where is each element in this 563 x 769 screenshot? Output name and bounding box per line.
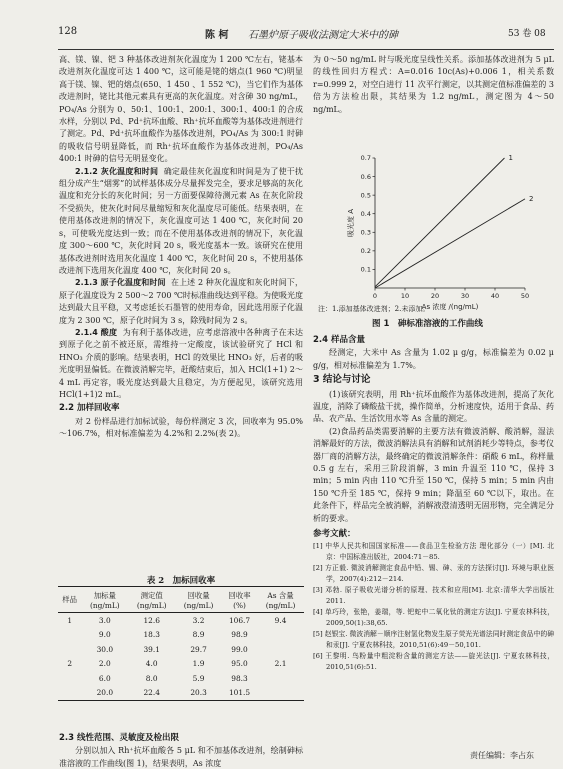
series-label-1: 1 [508,154,513,162]
reference-item: [1] 中华人民共和国国家标准——食品卫生检验方法 理化部分（一）[M]. 北京：中国标准出版社，2004:71－85. [313,541,554,561]
header-rule [58,49,554,50]
section-title: 2.1.3 原子化温度和时间 [75,278,166,288]
table-row [58,613,304,628]
table-cell: 2.1 [274,659,287,669]
table-cell [58,642,81,657]
y-tick-label: 0.7 [360,154,371,163]
running-authors: 陈 柯 [205,30,229,41]
section-2-2-title: 2.2 加样回收率 [59,403,120,414]
table-cell: 9.4 [274,615,287,625]
x-tick-label: 20 [430,292,440,300]
table-cell: 3.2 [192,615,205,625]
running-title: 石墨炉原子吸收法测定大米中的砷 [248,30,398,41]
x-tick-label: 30 [460,292,470,300]
section-text: 分别以加入 Rh⁺抗坏血酸各 5 μL 和不加基体改进剂，绘制砷标准溶液的工作曲线(图 1)，结果表明，As 浓度 [59,746,303,768]
table-row [58,642,304,657]
x-tick-label: 10 [400,292,410,300]
y-tick-label: 0.1 [360,265,371,274]
table-cell: 30.0 [96,644,114,654]
table-cell: 1.9 [192,659,205,669]
table-cell: 98.9 [231,630,248,640]
table-cell: 3.0 [98,615,111,625]
section-3-title: 3 结论与讨论 [313,374,371,386]
table-cell [257,642,304,657]
right-lower-column [313,333,554,673]
table-header: 样品 [58,587,81,613]
y-tick-label: 0.6 [360,172,371,181]
table-header: 回收量 (ng/mL) [175,587,222,613]
x-tick-label: 40 [490,292,500,300]
table-cell: 106.7 [228,615,251,625]
conclusion-1: (1)该研究表明，用 Rh⁺抗坏血酸作为基体改进剂，提高了灰化温度，消除了磷酸盐干扰，操作简单，分析速度快，适用于食品、药品、农产品、生活饮用水等 As 含量的测定。 [313,389,554,424]
references-title: 参考文献： [313,529,356,540]
x-tick-label: 50 [520,292,530,300]
x-axis-label: As 浓度 /(ng/mL) [421,303,479,311]
section-title: 2.1.4 酸度 [75,327,118,337]
section-2-2-text: 对 2 份样品进行加标试验，每份样测定 3 次，回收率为 95.0%～106.7%，相对标准偏差为 4.2%和 2.2%(表 2)。 [59,416,303,439]
reference-item: [4] 单巧玲，张艳，姜瑞，等. 钯蛇中二氧化钛的测定方法[J]. 宁夏农林科技，2009,50(1):38,65. [313,607,554,627]
reference-item: [2] 方正毅. 微波消解测定食品中铅、锡、砷、汞的方法探讨[J]. 环境与职业医学，2007(4):212－214. [313,563,554,583]
table-cell: 20.0 [96,688,114,698]
y-tick-label: 0.2 [360,247,371,256]
table-cell: 101.5 [228,688,251,698]
table-caption: 表 2 加标回收率 [146,576,216,586]
section-title: 2.1.2 灰化温度和时间 [75,166,159,176]
series-label-2: 2 [529,194,534,203]
section-2-1-2 [59,166,303,278]
x-tick-label: 0 [372,292,378,300]
section-2-1-4 [59,327,303,401]
section-2-4-text: 经测定，大米中 As 含量为 1.02 μ g/g，标准偏差为 0.02 μ g/g，相对标准偏差为 1.7%。 [313,348,554,370]
section-title: 2.3 线性范围、灵敏度及检出限 [59,733,180,743]
section-2-3 [59,731,303,769]
recovery-table [58,586,304,701]
table-row [58,657,304,672]
table-cell: 12.6 [143,615,160,625]
table-cell: 29.7 [190,644,207,654]
reference-list [313,541,554,673]
table-cell: 18.3 [143,630,160,640]
paragraph: 为 0～50 ng/mL 时与吸光度呈线性关系。添加基体改进剂为 5 μL 的线性回归方程式：A=0.016 10c(As)+0.006 1，相关系数 r=0.999 2，对空白进行 11 次平行测定，以其测定值标准偏差的 3 倍为方法检出限，其结果为 1.2 ng/mL，测定图为 4～50 ng/mL。 [313,55,554,114]
figure-note: 注：1.添加基体改进剂；2.未添加。 [318,305,430,313]
table-cell: 4.0 [145,659,158,669]
reference-item: [5] 赵银宝. 微波消解－顺序注射氢化物发生原子荧光光谱法同时测定食品中的砷和汞[J]. 宁夏农林科技，2010,51(6):49－50,101. [313,629,554,649]
figure-caption: 图 1 砷标准溶液的工作曲线 [372,319,483,329]
table-cell: 6.0 [98,673,111,683]
table-cell: 2.0 [98,659,111,669]
table-cell [58,686,81,701]
table-cell: 95.0 [231,659,248,669]
y-axis-label: 吸光度 A [347,208,355,238]
conclusion-2: (2)食品药品类需要消解的主要方法有微波消解、酸消解，湿法消解最好的方法，微波消解法具有消解和试剂消耗少等特点，参考仪器厂商的消解方法，最终确定的微波消解条件：硝酸 6 mL，称样量 0.5 g 左右，采用三阶段消解，3 min 升温至 110 ℃，保持 3 min；5 min 内由 110 ℃升至 150 ℃，保持 5 min；5 min 内由 150 ℃升至 185 ℃，保持 9 min；降温至 60 ℃以下，取出。在此条件下，样品完全被消解，消解液澄清透明无固形物，完全满足分析的要求。 [313,426,554,523]
reference-item: [3] 邓勃. 原子吸收光谱分析的原理、技术和应用[M]. 北京:清华大学出版社 2011. [313,585,554,605]
page-number: 128 [58,26,78,37]
table-cell: 5.9 [192,673,205,683]
table-cell: 2 [67,659,73,669]
right-top-paragraph [313,54,554,116]
section-text: 在上述 2 种灰化温度和灰化时间下，原子化温度设为 2 500～2 700 ℃时标准曲线达到平稳。为使吸光度达到最大且平稳，又考虑延长石墨管的使用寿命，因此选用原子化温度为 2 300 ℃，原子化时间为 3 s，除残时间为 2 s。 [59,278,303,325]
table-row [58,686,304,701]
table-header: 加标量 (ng/mL) [81,587,128,613]
reference-item: [6] 王黎明. 鸟粉量中粗淀粉含量的测定方法——旋光法[J]. 宁夏农林科技，2010,51(6):51. [313,651,554,671]
y-tick-label: 0.4 [360,209,371,218]
table-row [58,671,304,686]
table-cell: 98.3 [231,673,248,683]
y-tick-label: 0.5 [360,191,371,200]
table-cell: 8.0 [145,673,158,683]
y-tick-label: 0.3 [360,228,371,237]
paragraph: 高、镁、镍、钯 3 种基体改进剂灰化温度为 1 200 ℃左右，铑基本改进剂灰化温度可达 1 400 ℃，这可能是铑的熔点(1 960 ℃)明显高于镁、镍、钯的熔点(650、1 450 、1 552 ℃)，当它们作为基体改进剂时，铑比其他元素具有更高的灰化温度。对含砷 30 ng/mL，PO₄/As 分别为 0、50:1、100:1、200:1、300:1、400:1 的合成水样，分别以 Pd、Pd⁺抗坏血酸、Rh⁺抗坏血酸等为基体改进剂进行了测定。Pd、Pd⁺抗坏血酸作为基体改进剂，PO₄/As 为 300:1 时砷的吸收信号明显降低，而 Rh⁺抗坏血酸作为基体改进剂，PO₄/As 400:1 时砷的信号无明显变化。 [59,55,303,164]
responsible-editor: 责任编辑：李占东 [470,751,534,760]
section-text: 为有利于基体改进，应考虑溶液中各种离子在未达到原子化之前不被还原，需维持一定酸度，该试验研究了 HCl 和 HNO₃ 介质的影响。结果表明，HCl 的效果比 HNO₃ 好，后者的吸光度明显偏低。在微波消解完毕，赶酸结束后，加入 HCl(1+1) 2～4 mL 再定容，吸光度达到最大且稳定，为方便起见，该研究选用 HCl(1+1)2 mL。 [59,327,304,399]
table-cell: 1 [67,615,73,625]
table-2 [58,574,304,701]
left-column [59,54,303,441]
section-2-4-title: 2.4 样品含量 [313,335,366,345]
table-cell [257,686,304,701]
table-row [58,628,304,643]
table-header: As 含量 (ng/mL) [257,587,304,613]
table-header: 回收率 (%) [222,587,257,613]
volume-label: 53 卷 08 [508,29,546,39]
table-cell [257,671,304,686]
table-cell [58,628,81,643]
table-cell: 99.0 [231,644,248,654]
table-header: 测定值 (ng/mL) [128,587,175,613]
table-cell: 22.4 [143,688,160,698]
table-cell: 20.3 [190,688,207,698]
working-curve-chart [313,148,554,313]
section-text: 确定最佳灰化温度和时间是为了使干扰组分成产生“烟雾”的试样基体成分尽量挥发完全，要求足够高的灰化温度和充分长的灰化时间；另一方面要保障待测元素 As 在灰化阶段不受损失，使灰化时间尽量缩短和灰化温度尽可能低。结果表明，在使用基体改进剂的情况下，灰化温度可达 1 400 ℃，灰化时间 20 s，可使吸光度达到一致；而在不使用基体改进剂的情况下，灰化温度 300～600 ℃，灰化时间 20 s，吸光度基本一致。该研究在使用基体改进剂时选用灰化温度 1 400 ℃，灰化时间 20 s，不使用基体改进剂下选用灰化温度 400 ℃，灰化时间 20 s。 [59,166,304,275]
table-cell: 9.0 [98,630,111,640]
section-2-1-3 [59,277,303,327]
table-cell [257,628,304,643]
table-cell: 8.9 [192,630,205,640]
table-cell: 39.1 [143,644,160,654]
table-cell [58,671,81,686]
